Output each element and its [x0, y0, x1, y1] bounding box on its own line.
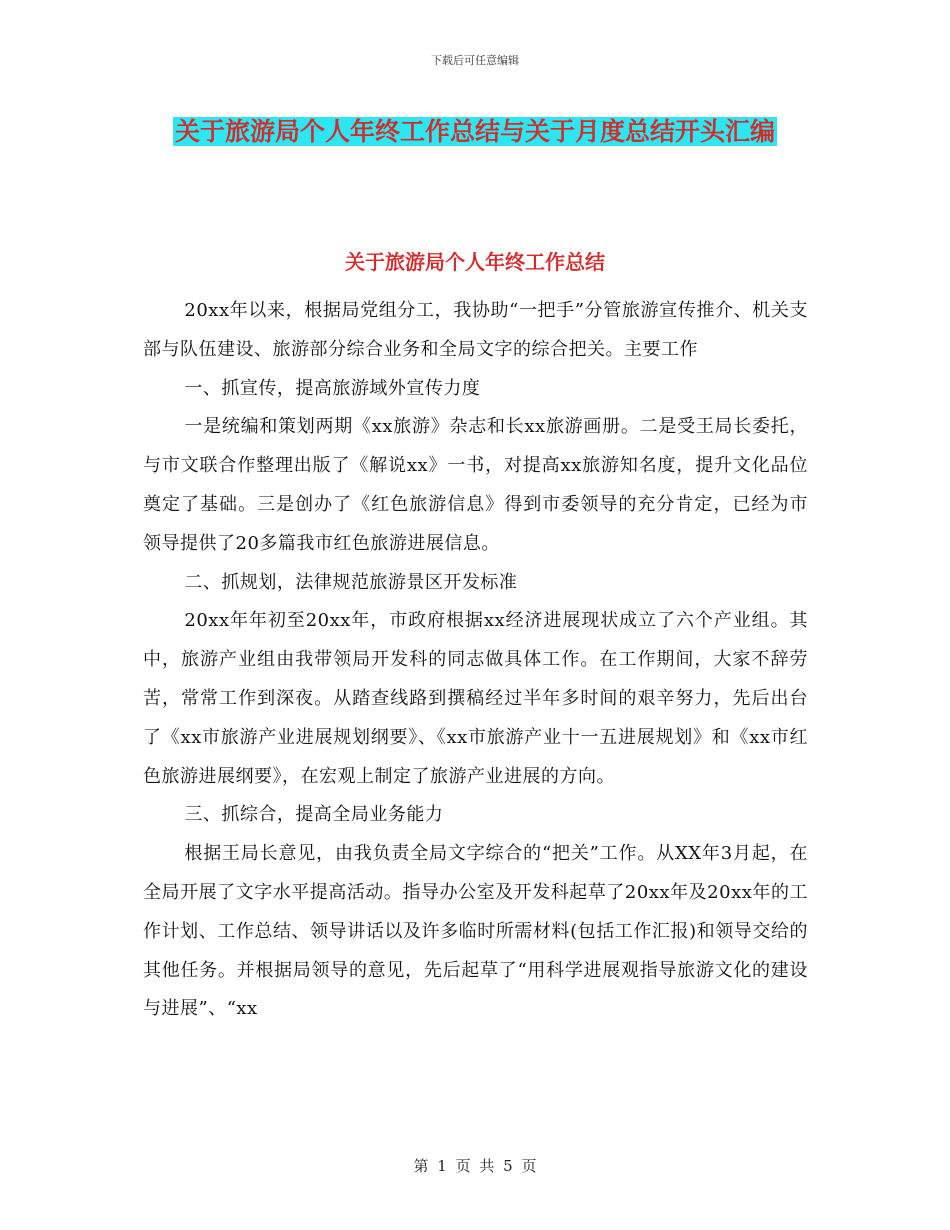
- paragraph: 20xx年年初至20xx年，市政府根据xx经济进展现状成立了六个产业组。其中，旅游产业组由我带领局开发科的同志做具体工作。在工作期间，大家不辞劳苦，常常工作到深夜。从踏查线路到撰稿经过半年多时间的艰辛努力，先后出台了《xx市旅游产业进展规划纲要》、《xx市旅游产业十一五进展规划》和《xx市红色旅游进展纲要》，在宏观上制定了旅游产业进展的方向。: [143, 610, 808, 787]
- paragraph: 一是统编和策划两期《xx旅游》杂志和长xx旅游画册。二是受王局长委托，与市文联合作整理出版了《解说xx》一书，对提高xx旅游知名度，提升文化品位奠定了基础。三是创办了《红色旅游信息》得到市委领导的充分肯定，已经为市领导提供了20多篇我市红色旅游进展信息。: [143, 416, 808, 554]
- page-footer: 第 1 页 共 5 页: [413, 1157, 537, 1175]
- section-title: 关于旅游局个人年终工作总结: [345, 250, 605, 274]
- header-note: 下载后可任意编辑: [431, 54, 519, 67]
- title-highlight: 关于旅游局个人年终工作总结与关于月度总结开头汇编: [174, 117, 775, 146]
- paragraph: 根据王局长意见，由我负责全局文字综合的“把关”工作。从XX年3月起，在全局开展了文字水平提高活动。指导办公室及开发科起草了20xx年及20xx年的工作计划、工作总结、领导讲话以及许多临时所需材料(包括工作汇报)和领导交给的其他任务。并根据局领导的意见，先后起草了“用科学进展观指导旅游文化的建设与进展”、“xx: [143, 843, 808, 1020]
- document-title: [140, 110, 810, 154]
- paragraph: 20xx年以来，根据局党组分工，我协助“一把手”分管旅游宣传推介、机关支部与队伍建设、旅游部分综合业务和全局文字的综合把关。主要工作: [143, 300, 808, 360]
- body-text: [143, 292, 808, 1029]
- paragraph: 一、抓宣传，提高旅游域外宣传力度: [184, 377, 481, 399]
- paragraph: 三、抓综合，提高全局业务能力: [184, 804, 444, 826]
- paragraph: 二、抓规划，法律规范旅游景区开发标准: [184, 571, 518, 593]
